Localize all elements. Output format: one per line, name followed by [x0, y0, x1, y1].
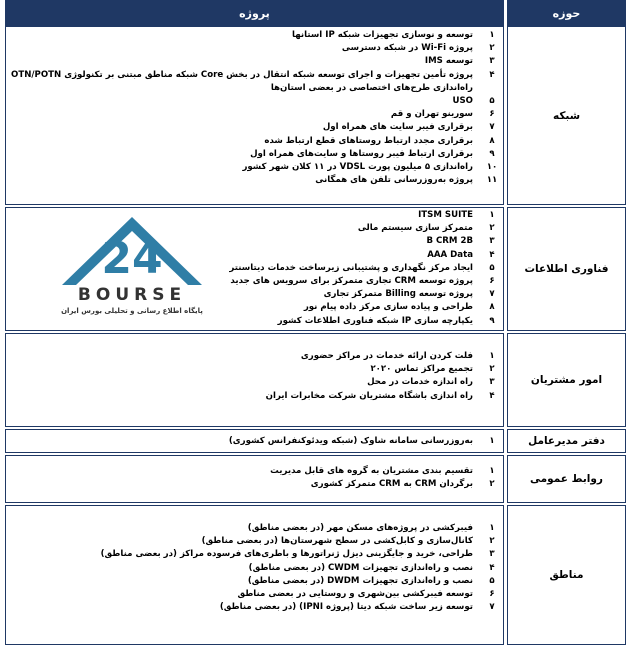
item-number: ۶ [489, 589, 495, 600]
item-number: ۱ [489, 466, 495, 476]
project-item [10, 69, 499, 95]
item-number: ۷ [489, 602, 495, 613]
item-number: ۵ [489, 262, 495, 273]
project-item [10, 121, 499, 134]
item-number: ۲ [489, 536, 495, 547]
item-text: نصب و راه‌اندازی تجهیزات CWDM (در بعضی مناطق) [248, 562, 473, 573]
item-text: یکپارچه سازی IP شبکه فناوری اطلاعات کشور [277, 315, 473, 326]
item-text: پروژه Wi-Fi در شبکه دسترسی [341, 43, 473, 54]
item-text: متمرکز سازی سیستم مالی [357, 223, 473, 234]
item-number: ۶ [489, 276, 495, 287]
item-text: کانال‌سازی و کابل‌کشی در سطح شهرستان‌ها (در بعضی مناطق) [201, 536, 473, 547]
item-text: توسعه زیر ساخت شبکه دیتا (پروژه IPNI) (در بعضی مناطق) [219, 602, 473, 613]
item-number: ۷ [489, 122, 495, 133]
section-regions-projects [5, 505, 504, 645]
item-number: ۱۰ [486, 162, 498, 173]
item-number: ۴ [489, 249, 495, 260]
project-item [10, 174, 499, 187]
item-text: برگردان CRM به CRM متمرکز کشوری [310, 479, 473, 490]
project-item [10, 465, 499, 478]
item-text: توسعه IMS [424, 56, 473, 67]
project-item [10, 478, 499, 491]
item-number: ۲ [489, 223, 495, 234]
item-number: ۱ [489, 436, 495, 446]
item-number: ۳ [489, 56, 495, 67]
item-text: ایجاد مرکز نگهداری و پشتیبانی زیرساخت خدمات دیتاسنتر [229, 262, 473, 273]
project-item [10, 435, 499, 448]
project-item [10, 55, 499, 68]
item-text: تجمیع مراکز تماس ۲۰۲۰ [370, 364, 473, 375]
section-ceo-area: دفتر مدیرعامل [507, 429, 626, 453]
item-number: ۲ [489, 43, 495, 54]
item-number: ۴ [489, 69, 495, 80]
project-item [10, 535, 499, 548]
item-number: ۲ [489, 479, 495, 490]
item-number: ۹ [489, 315, 495, 326]
project-item [10, 601, 499, 614]
project-item [10, 108, 499, 121]
item-text: سورینو تهران و قم [390, 109, 473, 120]
item-text: فلت کردن ارائه خدمات در مراکز حضوری [300, 351, 473, 361]
item-text: پروژه توسعه CRM تجاری متمرکز برای سرویس های جدید [230, 276, 473, 287]
section-pr-area: روابط عمومی [507, 455, 626, 503]
project-item [10, 390, 499, 403]
item-number: ۷ [489, 289, 495, 300]
item-number: ۵ [489, 575, 495, 586]
item-text: طراحی و پیاده سازی مرکز داده پیام نور [303, 302, 473, 313]
project-item [10, 562, 499, 575]
item-number: ۳ [489, 549, 495, 560]
item-number: ۵ [489, 96, 495, 107]
project-item [10, 161, 499, 174]
item-number: ۳ [489, 377, 495, 388]
section-it-area: فناوری اطلاعات [507, 207, 626, 331]
item-number: ۶ [489, 109, 495, 120]
section-customers-area: امور مشتریان [507, 333, 626, 427]
item-number: ۱ [489, 523, 495, 533]
item-text: برقراری ارتباط فیبر روستاها و سایت‌های همراه اول [250, 148, 473, 159]
item-text: پروژه توسعه Billing متمرکز تجاری [323, 289, 473, 300]
item-number: ۸ [489, 135, 495, 146]
section-pr-projects [5, 455, 504, 503]
item-number: ۸ [489, 302, 495, 313]
item-number: ۱ [489, 210, 495, 220]
item-number: ۲ [489, 364, 495, 375]
item-number: ۱ [489, 351, 495, 361]
header-area: حوزه [507, 0, 626, 26]
item-text: ITSM SUITE [418, 210, 473, 220]
logo-subtitle: پایگاه اطلاع رسانی و تحلیلی بورس ایران [61, 307, 203, 315]
header-project: پروژه [5, 0, 504, 26]
item-text: فیبرکشی در پروژه‌های مسکن مهر (در بعضی مناطق) [247, 523, 473, 533]
item-text: تقسیم بندی مشتریان به گروه های قابل مدیریت [270, 466, 473, 476]
item-text: راه اندازه خدمات در محل [367, 377, 473, 388]
section-network-projects [5, 26, 504, 205]
project-item [10, 522, 499, 535]
section-network-area: شبکه [507, 26, 626, 205]
logo-text: BOURSE [77, 285, 187, 305]
project-item [10, 95, 499, 108]
projects-table [5, 0, 626, 645]
item-text: توسعه و نوسازی تجهیزات شبکه IP استانها [291, 30, 473, 40]
item-text: راه اندازی باشگاه مشتریان شرکت مخابرات ایران [265, 390, 473, 401]
item-text: B CRM 2B [426, 236, 473, 247]
project-item [10, 548, 499, 561]
project-item [10, 42, 499, 55]
item-text: برقراری فیبر سایت های همراه اول [322, 122, 473, 133]
project-item [10, 350, 499, 363]
item-number: ۱۱ [486, 175, 498, 186]
item-number: ۴ [489, 562, 495, 573]
item-text: راه‌اندازی ۵ میلیون پورت VDSL در ۱۱ کلان شهر کشور [242, 162, 473, 173]
section-ceo-projects [5, 429, 504, 453]
project-item [10, 148, 499, 161]
item-text: توسعه فیبرکشی بین‌شهری و روستایی در بعضی مناطق [237, 589, 473, 600]
item-text: USO [452, 96, 473, 107]
item-number: ۴ [489, 390, 495, 401]
item-number: ۹ [489, 148, 495, 159]
project-item [10, 575, 499, 588]
svg-text:24: 24 [101, 233, 163, 284]
item-text: به‌روزرسانی سامانه شاوک (شبکه ویدئوکنفرانس کشوری) [228, 436, 473, 446]
project-item [10, 588, 499, 601]
item-text: AAA Data [427, 249, 473, 260]
project-item [10, 376, 499, 389]
project-item [10, 363, 499, 376]
section-customers-projects [5, 333, 504, 427]
item-number: ۳ [489, 236, 495, 247]
project-item [10, 29, 499, 42]
item-text: طراحی، خرید و جایگزینی دیزل ژنراتورها و باطری‌های فرسوده مراکز (در بعضی مناطق) [100, 549, 473, 560]
project-item [10, 135, 499, 148]
section-regions-area: مناطق [507, 505, 626, 645]
item-number: ۱ [489, 30, 495, 40]
bourse-logo [52, 213, 212, 321]
item-text: پروژه به‌روزرسانی تلفن های همگانی [315, 175, 473, 186]
item-text: برقراری مجدد ارتباط روستاهای قطع ارتباط شده [264, 135, 473, 146]
item-text: پروژه تأمین تجهیزات و اجرای توسعه شبکه انتقال در بخش Core شبکه مناطق مبتنی بر تکنولوژی OTN/POTN راه‌اندازی طرح‌های اختصاصی در بعضی استان‌ها [11, 69, 473, 93]
item-text: نصب و راه‌اندازی تجهیزات DWDM (در بعضی مناطق) [247, 575, 473, 586]
